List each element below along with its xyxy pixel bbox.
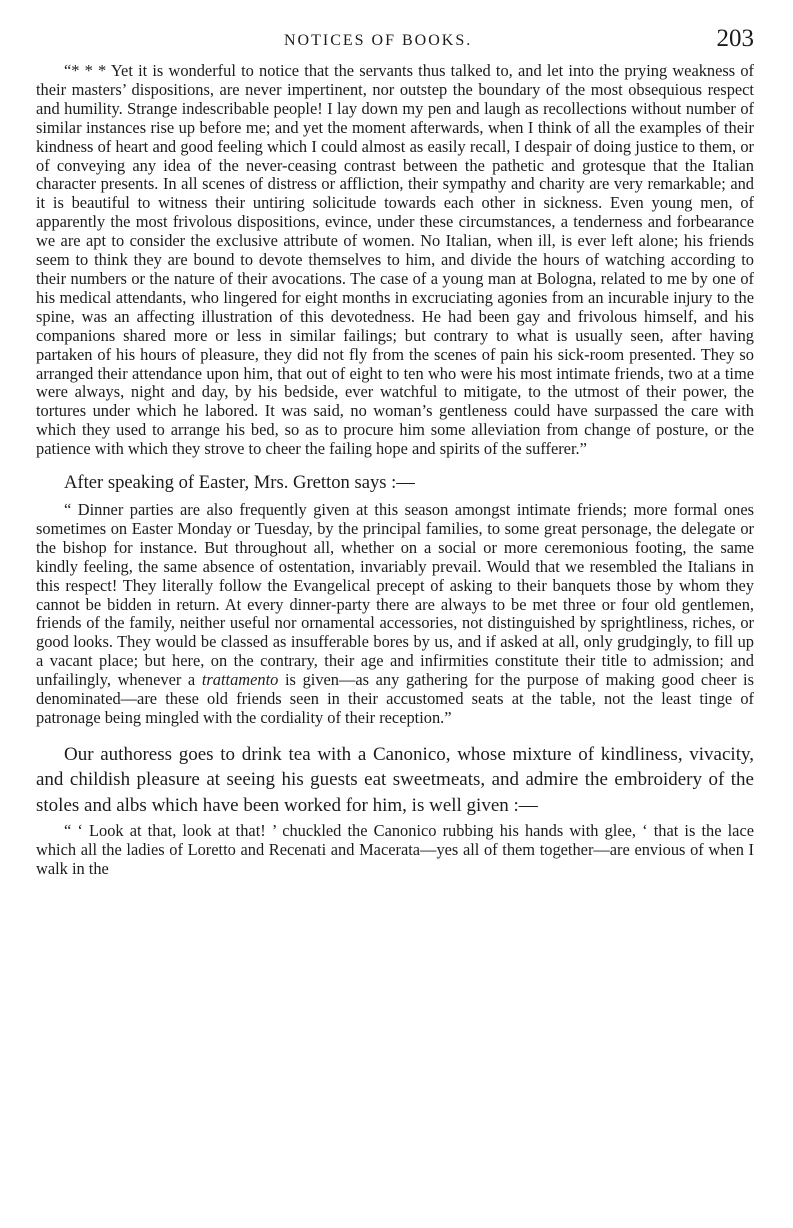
quote-dinner-part1: “ Dinner parties are also frequently given at this season amongst intimate friends; more formal ones sometimes on Easter Monday or Tuesday, by the principal families, to some great personage, the delegate or the bishop for instance. But throughout all, whether on a social or more ceremonious footing, the same kindly feeling, the same absence of ostentation, invariably prevail. Would that we resembled the Italians in this respect! They literally follow the Evangelical precept of asking to their banquets those by whom they cannot be bidden in return. At every dinner-party there are always to be met three or four old gentlemen, friends of the family, neither useful nor ornamental accessories, not distinguished by sprightliness, riches, or good looks. They would be classed as insufferable bores by us, and if asked at all, only grudgingly, to fill up a vacant place; but here, on the contrary, their age and infirmities constitute their title to admission; and unfailingly, whenever a bbox=[36, 500, 754, 690]
intro-easter: After speaking of Easter, Mrs. Gretton says :— bbox=[64, 472, 415, 494]
page-number: 203 bbox=[716, 25, 754, 52]
quote-dinner-part2: is given—as any gathering for the purpose of making good cheer is denominated—are these old friends seen in their accustomed seats at the table, not the least tinge of patronage being mingled with the cordiality of their reception.” bbox=[36, 670, 754, 727]
quote-servants-text: “* * * Yet it is wonderful to notice that the servants thus talked to, and let into the prying weakness of their masters’ dispositions, are never impertinent, nor outstep the boundary of the most obsequious respect and humility. Strange indescribable people! I lay down my pen and laugh as recollections without number of similar instances rise up before me; and yet the moment afterwards, when I think of all the examples of their kindness of heart and good feeling which I could almost as easily recall, I despair of doing justice to them, or of conveying any idea of the never-ceasing contrast between the pathetic and grotesque that the Italian character presents. In all scenes of distress or affliction, their sympathy and charity are very remarkable; and it is beautiful to witness their untiring solicitude towards each other in sickness. Even young men, of apparently the most frivolous dispositions, evince, under these circumstances, a tenderness and forbearance we are apt to consider the exclusive attribute of women. No Italian, when ill, is ever left alone; his friends seem to think they are bound to devote themselves to him, and divide the hours of watching according to their numbers or the nature of their avocations. The case of a young man at Bologna, related to me by one of his medical attendants, who lingered for eight months in excruciating agonies from an incurable injury to the spine, was an affecting illustration of this devotedness. He had been gay and frivolous himself, and his companions shared more or less in similar failings; but contrary to what is usually seen, after having partaken of his hours of pleasure, they did not fly from the scenes of pain his sick-room presented. They so arranged their attendance upon him, that out of eight to ten who were his most intimate friends, two at a time were always, night and day, by his bedside, ever watchful to mitigate, to the utmost of their power, the tortures under which he labored. It was said, no woman’s gentleness could have surpassed the care with which they used to arrange his bed, so as to procure him some alleviation from change of posture, or the patience with which they strove to cheer the failing hope and spirits of the sufferer.” bbox=[36, 61, 754, 459]
quote-servants bbox=[36, 62, 754, 459]
running-title: NOTICES OF BOOKS. bbox=[284, 32, 473, 49]
foreign-term: trattamento bbox=[201, 670, 279, 690]
page bbox=[36, 22, 754, 879]
quote-canonico bbox=[36, 822, 754, 879]
quote-dinner-parties-text bbox=[36, 501, 754, 728]
running-head bbox=[36, 22, 754, 58]
quote-canonico-text: “ ‘ Look at that, look at that! ’ chuckled the Canonico rubbing his hands with glee, ‘ that is the lace which all the ladies of Loretto and Recenati and Macerata—yes all of them together—are envious of when I walk in the bbox=[36, 821, 754, 879]
quote-dinner-parties bbox=[36, 501, 754, 728]
narrative-canonico: Our authoress goes to drink tea with a Canonico, whose mixture of kindliness, vivacity, and childish pleasure at seeing his guests eat sweetmeats, and admire the embroidery of the stoles and albs which have been worked for him, is well given :— bbox=[36, 743, 754, 816]
